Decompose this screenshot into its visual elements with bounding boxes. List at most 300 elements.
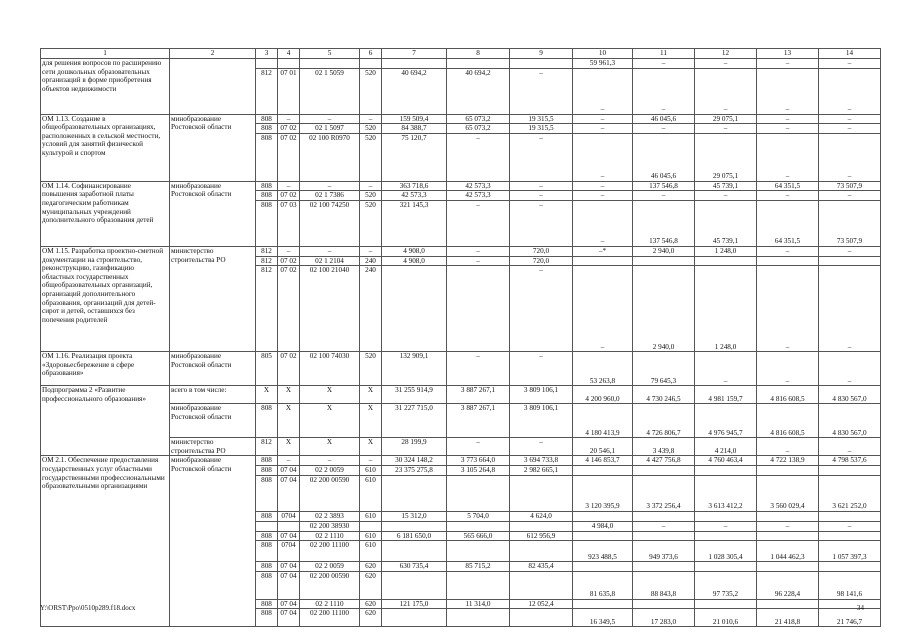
expenses-year-7: – — [819, 68, 881, 114]
expenses-year-3: 4 180 413,9 — [573, 404, 633, 438]
expenses-year-5: 3 613 412,2 — [695, 475, 757, 511]
expenses-year-2: – — [510, 200, 573, 246]
expenses-year-4: 949 373,6 — [633, 541, 695, 562]
expenses-year-2: – — [510, 266, 573, 352]
expense-type-code: – — [360, 114, 382, 124]
expenses-year-2: – — [510, 438, 573, 456]
expenses-year-5: 21 010,6 — [695, 609, 757, 627]
table-row — [41, 181, 881, 191]
total-expenses: 84 388,7 — [382, 124, 447, 134]
total-expenses: 4 908,0 — [382, 256, 447, 266]
responsible-executor: всего в том числе: — [170, 386, 256, 404]
expenses-year-1: 3 773 664,0 — [447, 456, 510, 466]
grbs-code: 808 — [256, 404, 278, 438]
expenses-year-1 — [447, 521, 510, 531]
column-number: 10 — [573, 49, 633, 59]
expenses-year-7: – — [819, 124, 881, 134]
section-code: 07 02 — [278, 352, 300, 386]
expense-type-code: 620 — [360, 599, 382, 609]
total-expenses: 75 120,7 — [382, 133, 447, 181]
expenses-year-2: 12 052,4 — [510, 599, 573, 609]
expenses-year-6: – — [757, 59, 819, 69]
expenses-year-1: 5 704,0 — [447, 511, 510, 521]
expenses-year-6: 4 816 608,5 — [757, 404, 819, 438]
expenses-year-2 — [510, 475, 573, 511]
grbs-code: 812 — [256, 68, 278, 114]
section-code: 0704 — [278, 511, 300, 521]
target-article-code: 02 200 11100 — [300, 541, 360, 562]
column-number: 14 — [819, 49, 881, 59]
expenses-year-6: 64 351,5 — [757, 200, 819, 246]
expenses-year-3: –* — [573, 246, 633, 256]
expenses-year-5: 29 075,1 — [695, 114, 757, 124]
expenses-year-5: 45 739,1 — [695, 200, 757, 246]
expenses-year-5: 4 976 945,7 — [695, 404, 757, 438]
expenses-year-1 — [447, 541, 510, 562]
target-article-code: 02 2 0059 — [300, 465, 360, 475]
expenses-year-2: 2 982 665,1 — [510, 465, 573, 475]
column-number: 2 — [170, 49, 256, 59]
grbs-code: 808 — [256, 114, 278, 124]
budget-table-sheet — [40, 48, 881, 627]
expenses-year-2: – — [510, 352, 573, 386]
expenses-year-2: – — [510, 68, 573, 114]
expenses-year-3: – — [573, 133, 633, 181]
expenses-year-2: 4 624,0 — [510, 511, 573, 521]
expenses-year-1: – — [447, 246, 510, 256]
grbs-code: 808 — [256, 562, 278, 572]
expenses-year-7: – — [819, 114, 881, 124]
grbs-code: 808 — [256, 541, 278, 562]
expenses-year-7 — [819, 465, 881, 475]
expenses-year-5: – — [695, 68, 757, 114]
section-code: 07 02 — [278, 133, 300, 181]
expenses-year-3: 59 961,3 — [573, 59, 633, 69]
column-number-row — [41, 49, 881, 59]
section-code: 07 03 — [278, 200, 300, 246]
expenses-year-7 — [819, 562, 881, 572]
target-article-code: 02 200 00590 — [300, 475, 360, 511]
grbs-code: 808 — [256, 475, 278, 511]
target-article-code: – — [300, 246, 360, 256]
section-code: 0704 — [278, 541, 300, 562]
expenses-year-5: – — [695, 59, 757, 69]
target-article-code: 02 100 74250 — [300, 200, 360, 246]
expense-type-code: – — [360, 456, 382, 466]
expenses-year-4: – — [633, 521, 695, 531]
table-row — [41, 114, 881, 124]
grbs-code: 808 — [256, 465, 278, 475]
activity-name: ОМ 1.15. Разработка проектно-сметной документации на строительство, реконструкцию, газификацию областных государственных общеобразовательных организаций, организаций дополнительного образования, организаций для детей-сирот и детей, оставшихся без попечения родителей — [41, 246, 170, 351]
expenses-year-3 — [573, 511, 633, 521]
expense-type-code — [360, 521, 382, 531]
expenses-year-5: 4 760 463,4 — [695, 456, 757, 466]
grbs-code: 808 — [256, 456, 278, 466]
expense-type-code: 610 — [360, 541, 382, 562]
expenses-year-1: 3 887 267,1 — [447, 404, 510, 438]
expenses-year-6: 96 228,4 — [757, 571, 819, 599]
column-number: 1 — [41, 49, 170, 59]
expenses-year-6: – — [757, 68, 819, 114]
expenses-year-5: 1 248,0 — [695, 266, 757, 352]
total-expenses: 31 255 914,9 — [382, 386, 447, 404]
expenses-year-2: 19 315,5 — [510, 114, 573, 124]
column-number: 7 — [382, 49, 447, 59]
expenses-year-1: 3 105 264,8 — [447, 465, 510, 475]
expense-type-code: 520 — [360, 352, 382, 386]
expenses-year-5 — [695, 465, 757, 475]
activity-name: ОМ 2.1. Обеспечение предоставления государственных услуг областными государственными профессиональными образовательными организациями — [41, 456, 170, 627]
expenses-year-3: – — [573, 191, 633, 201]
activity-name: ОМ 1.16. Реализация проекта «Здоровьесбережение в сфере образования» — [41, 352, 170, 386]
expenses-year-4: – — [633, 59, 695, 69]
page-footer — [40, 604, 864, 612]
expenses-year-2: 3 694 733,8 — [510, 456, 573, 466]
expenses-year-6: – — [757, 133, 819, 181]
expenses-year-4: – — [633, 191, 695, 201]
expenses-year-3 — [573, 562, 633, 572]
section-code: – — [278, 181, 300, 191]
total-expenses: 15 312,0 — [382, 511, 447, 521]
expenses-year-7 — [819, 511, 881, 521]
expenses-year-6 — [757, 531, 819, 541]
expenses-year-4: 3 372 256,4 — [633, 475, 695, 511]
column-number: 6 — [360, 49, 382, 59]
expenses-year-3: – — [573, 114, 633, 124]
expenses-year-2 — [510, 541, 573, 562]
page-number: 34 — [857, 604, 864, 612]
activity-name: Подпрограмма 2 «Развитие профессионального образования» — [41, 386, 170, 456]
expenses-year-1: – — [447, 256, 510, 266]
expenses-year-2: – — [510, 181, 573, 191]
expenses-year-6 — [757, 256, 819, 266]
total-expenses — [382, 571, 447, 599]
total-expenses: 30 324 148,2 — [382, 456, 447, 466]
expenses-year-7: – — [819, 352, 881, 386]
expense-type-code — [360, 59, 382, 69]
expenses-year-5: – — [695, 352, 757, 386]
target-article-code: – — [300, 456, 360, 466]
section-code — [278, 521, 300, 531]
responsible-executor: минобразование Ростовской области — [170, 404, 256, 438]
expenses-year-2: 19 315,5 — [510, 124, 573, 134]
expenses-year-1: – — [447, 352, 510, 386]
expenses-year-5: 4 981 159,7 — [695, 386, 757, 404]
expense-type-code: 240 — [360, 266, 382, 352]
expense-type-code: X — [360, 438, 382, 456]
total-expenses: 31 227 715,0 — [382, 404, 447, 438]
expenses-year-3: 4 984,0 — [573, 521, 633, 531]
grbs-code — [256, 521, 278, 531]
responsible-executor: министерство строительства РО — [170, 438, 256, 456]
total-expenses: 363 718,6 — [382, 181, 447, 191]
section-code: X — [278, 438, 300, 456]
expenses-year-1: – — [447, 438, 510, 456]
expenses-year-7: – — [819, 59, 881, 69]
expenses-year-1: 65 073,2 — [447, 114, 510, 124]
total-expenses: 40 694,2 — [382, 68, 447, 114]
expenses-year-4: – — [633, 68, 695, 114]
expenses-year-4 — [633, 562, 695, 572]
grbs-code: 808 — [256, 133, 278, 181]
expenses-year-3: – — [573, 200, 633, 246]
total-expenses: 121 175,0 — [382, 599, 447, 609]
expenses-year-3 — [573, 531, 633, 541]
expenses-year-3: 3 120 395,9 — [573, 475, 633, 511]
expenses-year-4: 4 427 756,8 — [633, 456, 695, 466]
grbs-code: 808 — [256, 191, 278, 201]
expenses-year-5: 45 739,1 — [695, 181, 757, 191]
expenses-year-3: 923 488,5 — [573, 541, 633, 562]
target-article-code: 02 1 7386 — [300, 191, 360, 201]
expenses-year-3: – — [573, 181, 633, 191]
expenses-year-7: 1 057 397,3 — [819, 541, 881, 562]
expenses-year-1: 40 694,2 — [447, 68, 510, 114]
section-code: 07 04 — [278, 609, 300, 627]
expense-type-code: 520 — [360, 191, 382, 201]
expenses-year-6: 3 560 029,4 — [757, 475, 819, 511]
expenses-year-4: 4 730 246,5 — [633, 386, 695, 404]
expenses-year-6: – — [757, 438, 819, 456]
expenses-year-1: – — [447, 133, 510, 181]
section-code: – — [278, 456, 300, 466]
expenses-year-5 — [695, 256, 757, 266]
total-expenses — [382, 521, 447, 531]
expenses-year-7: – — [819, 246, 881, 256]
expenses-year-7: 73 507,9 — [819, 200, 881, 246]
expenses-year-2: 82 435,4 — [510, 562, 573, 572]
expenses-year-7: 4 798 537,6 — [819, 456, 881, 466]
table-row — [41, 386, 881, 404]
expenses-year-1: 565 666,0 — [447, 531, 510, 541]
section-code: 07 04 — [278, 475, 300, 511]
expenses-year-3: 16 349,5 — [573, 609, 633, 627]
expenses-year-6 — [757, 465, 819, 475]
section-code: – — [278, 246, 300, 256]
target-article-code: 02 200 00590 — [300, 571, 360, 599]
total-expenses: 159 509,4 — [382, 114, 447, 124]
expenses-year-3 — [573, 256, 633, 266]
expenses-year-6: 4 722 138,9 — [757, 456, 819, 466]
expenses-year-5 — [695, 531, 757, 541]
section-code: X — [278, 404, 300, 438]
expenses-year-6: – — [757, 114, 819, 124]
expenses-year-4: 2 940,0 — [633, 266, 695, 352]
target-article-code: 02 100 74030 — [300, 352, 360, 386]
expenses-year-7: – — [819, 266, 881, 352]
total-expenses: 23 375 275,8 — [382, 465, 447, 475]
expenses-year-1: 42 573,3 — [447, 181, 510, 191]
column-number: 3 — [256, 49, 278, 59]
expenses-year-2: 612 956,9 — [510, 531, 573, 541]
table-row — [41, 352, 881, 386]
column-number: 8 — [447, 49, 510, 59]
target-article-code: 02 200 38930 — [300, 521, 360, 531]
expense-type-code: 240 — [360, 256, 382, 266]
total-expenses: 4 908,0 — [382, 246, 447, 256]
target-article-code: 02 200 11100 — [300, 609, 360, 627]
expenses-year-7: – — [819, 438, 881, 456]
expenses-year-7: – — [819, 133, 881, 181]
expenses-year-2: – — [510, 191, 573, 201]
expenses-year-1 — [447, 475, 510, 511]
section-code: – — [278, 114, 300, 124]
expense-type-code: 610 — [360, 465, 382, 475]
activity-name: ОМ 1.14. Софинансирование повышения заработной платы педагогическим работникам муниципальных учреждений дополнительного образования детей — [41, 181, 170, 246]
expenses-year-3: 53 263,8 — [573, 352, 633, 386]
expenses-year-7: 73 507,9 — [819, 181, 881, 191]
section-code — [278, 59, 300, 69]
target-article-code: 02 1 2104 — [300, 256, 360, 266]
expenses-year-7: – — [819, 521, 881, 531]
column-number: 4 — [278, 49, 300, 59]
section-code: 07 02 — [278, 191, 300, 201]
expenses-year-1: 42 573,3 — [447, 191, 510, 201]
expenses-year-5: – — [695, 191, 757, 201]
expenses-year-5: 97 735,2 — [695, 571, 757, 599]
expense-type-code: – — [360, 246, 382, 256]
expenses-year-1 — [447, 59, 510, 69]
expenses-year-3: – — [573, 68, 633, 114]
expenses-year-5 — [695, 562, 757, 572]
target-article-code: X — [300, 404, 360, 438]
grbs-code: 808 — [256, 609, 278, 627]
expenses-year-6: 21 418,8 — [757, 609, 819, 627]
expenses-year-2: 3 809 106,1 — [510, 404, 573, 438]
target-article-code: 02 2 1110 — [300, 531, 360, 541]
expenses-year-3: 81 635,8 — [573, 571, 633, 599]
expenses-year-1: 85 715,2 — [447, 562, 510, 572]
column-number: 5 — [300, 49, 360, 59]
expenses-year-1: – — [447, 200, 510, 246]
total-expenses — [382, 475, 447, 511]
expenses-year-7 — [819, 531, 881, 541]
total-expenses — [382, 541, 447, 562]
section-code: 07 02 — [278, 256, 300, 266]
expenses-year-4 — [633, 511, 695, 521]
expenses-year-4: 46 045,6 — [633, 133, 695, 181]
expenses-year-6: – — [757, 246, 819, 256]
expenses-year-2 — [510, 571, 573, 599]
expense-type-code: – — [360, 181, 382, 191]
grbs-code: 808 — [256, 531, 278, 541]
expenses-year-2: 720,0 — [510, 256, 573, 266]
grbs-code: 808 — [256, 124, 278, 134]
grbs-code: 812 — [256, 246, 278, 256]
expenses-year-4: 2 940,0 — [633, 246, 695, 256]
expenses-year-5: 1 028 305,4 — [695, 541, 757, 562]
activity-name: ОМ 1.13. Создание в общеобразовательных организациях, расположенных в сельской местности, условий для занятий физической культурой и спортом — [41, 114, 170, 181]
expenses-year-4: 88 843,8 — [633, 571, 695, 599]
target-article-code: 02 2 3893 — [300, 511, 360, 521]
expenses-year-4: 79 645,3 — [633, 352, 695, 386]
expense-type-code: 610 — [360, 511, 382, 521]
expenses-year-4: 137 546,8 — [633, 200, 695, 246]
total-expenses — [382, 266, 447, 352]
total-expenses: 630 735,4 — [382, 562, 447, 572]
target-article-code: – — [300, 181, 360, 191]
responsible-executor: министерство строительства РО — [170, 246, 256, 351]
expenses-year-4: 46 045,6 — [633, 114, 695, 124]
expense-type-code: 620 — [360, 609, 382, 627]
expenses-year-6 — [757, 562, 819, 572]
expenses-year-5: 29 075,1 — [695, 133, 757, 181]
expenses-year-4: 3 439,8 — [633, 438, 695, 456]
expense-type-code: 620 — [360, 571, 382, 599]
column-number: 11 — [633, 49, 695, 59]
expense-type-code: 520 — [360, 133, 382, 181]
expenses-year-5: 4 214,0 — [695, 438, 757, 456]
grbs-code: 812 — [256, 266, 278, 352]
expenses-year-3 — [573, 465, 633, 475]
expenses-year-5: – — [695, 124, 757, 134]
section-code: 07 04 — [278, 531, 300, 541]
expense-type-code: 610 — [360, 531, 382, 541]
expenses-year-3: – — [573, 266, 633, 352]
expenses-year-4: 4 726 806,7 — [633, 404, 695, 438]
grbs-code: 808 — [256, 571, 278, 599]
grbs-code: 805 — [256, 352, 278, 386]
expenses-year-3: 20 546,1 — [573, 438, 633, 456]
table-row — [41, 456, 881, 466]
total-expenses: 132 909,1 — [382, 352, 447, 386]
expenses-year-1: 65 073,2 — [447, 124, 510, 134]
expenses-year-7: – — [819, 191, 881, 201]
target-article-code: – — [300, 114, 360, 124]
grbs-code: X — [256, 386, 278, 404]
expenses-year-6: – — [757, 352, 819, 386]
expenses-year-2: 720,0 — [510, 246, 573, 256]
expenses-year-3: – — [573, 124, 633, 134]
target-article-code: 02 100 R0970 — [300, 133, 360, 181]
expenses-year-4 — [633, 256, 695, 266]
expenses-year-6: – — [757, 124, 819, 134]
section-code: X — [278, 386, 300, 404]
expenses-year-7: 3 621 252,0 — [819, 475, 881, 511]
grbs-code — [256, 59, 278, 69]
target-article-code: 02 2 0059 — [300, 562, 360, 572]
target-article-code: 02 2 1110 — [300, 599, 360, 609]
responsible-executor: минобразование Ростовской области — [170, 181, 256, 246]
grbs-code: 808 — [256, 181, 278, 191]
expense-type-code: 520 — [360, 200, 382, 246]
column-number: 13 — [757, 49, 819, 59]
expenses-year-2: 3 809 106,1 — [510, 386, 573, 404]
responsible-executor: минобразование Ростовской области — [170, 456, 256, 627]
expense-type-code: 520 — [360, 124, 382, 134]
expenses-year-6: 4 816 608,5 — [757, 386, 819, 404]
section-code: 07 04 — [278, 571, 300, 599]
total-expenses: 28 199,9 — [382, 438, 447, 456]
section-code: 07 04 — [278, 599, 300, 609]
expenses-year-1: 11 314,0 — [447, 599, 510, 609]
expenses-year-2 — [510, 59, 573, 69]
budget-table — [40, 48, 881, 627]
table-row — [41, 246, 881, 256]
expenses-year-6: – — [757, 266, 819, 352]
grbs-code: 808 — [256, 200, 278, 246]
expenses-year-7: 21 746,7 — [819, 609, 881, 627]
expenses-year-6: – — [757, 191, 819, 201]
grbs-code: 808 — [256, 599, 278, 609]
expenses-year-4: 17 283,0 — [633, 609, 695, 627]
expense-type-code: X — [360, 386, 382, 404]
total-expenses: 42 573,3 — [382, 191, 447, 201]
expenses-year-4 — [633, 531, 695, 541]
responsible-executor: минобразование Ростовской области — [170, 114, 256, 181]
responsible-executor — [170, 59, 256, 115]
expenses-year-3: 4 200 960,0 — [573, 386, 633, 404]
